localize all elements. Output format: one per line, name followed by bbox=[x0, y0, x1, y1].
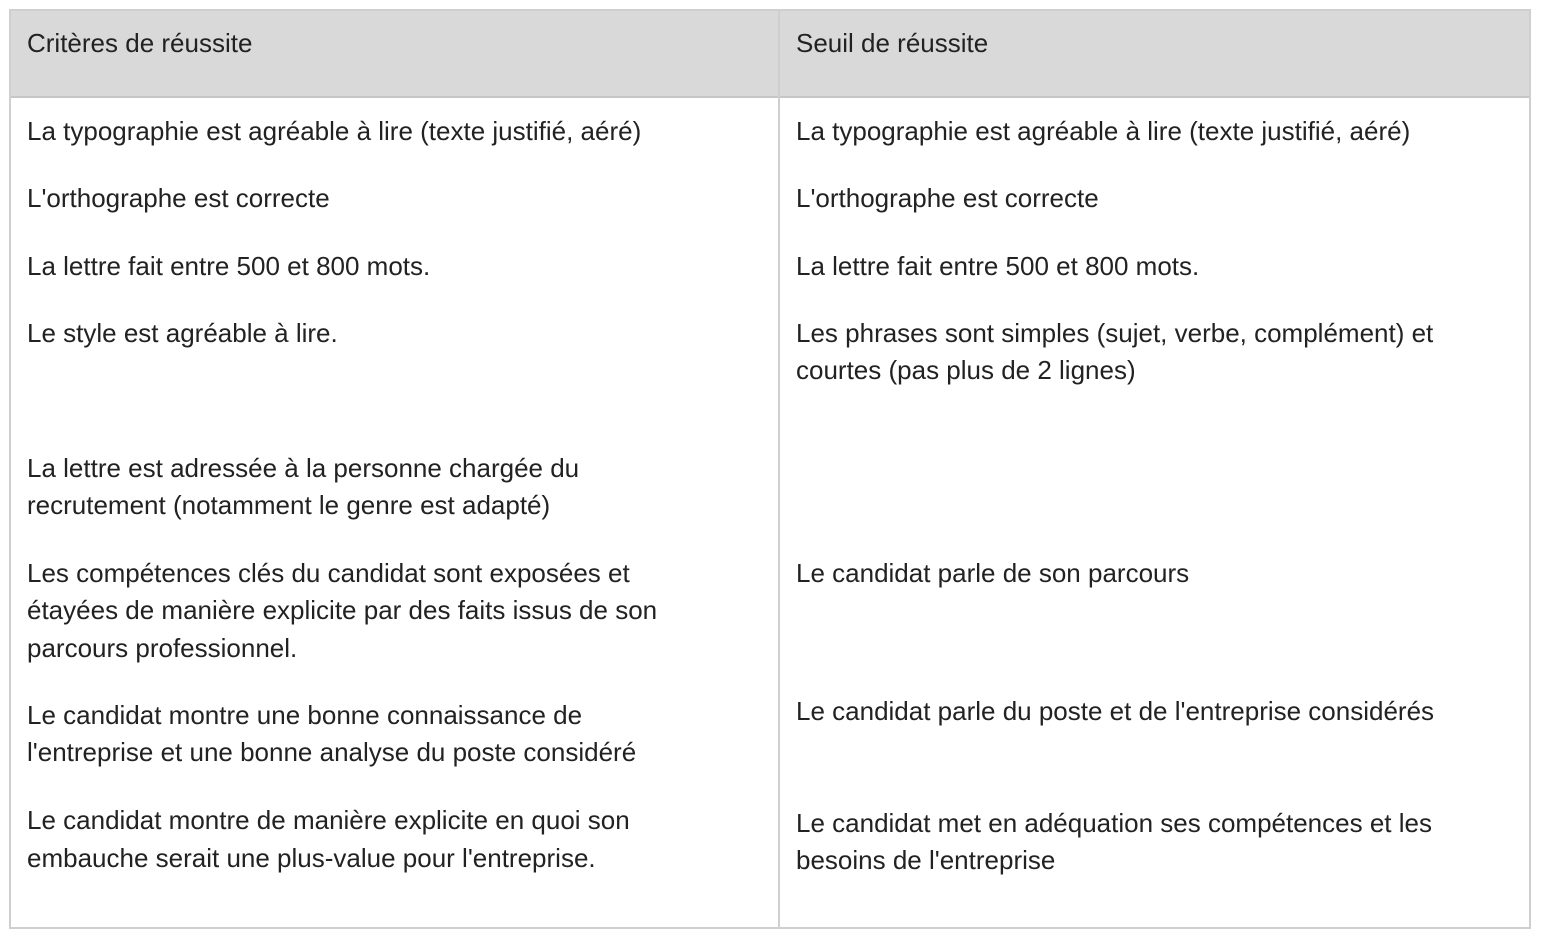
criterion-company-knowledge-line-1: Le candidat montre une bonne connaissance de bbox=[27, 700, 583, 730]
threshold-word-count: La lettre fait entre 500 et 800 mots. bbox=[796, 251, 1200, 281]
criteria-table bbox=[9, 9, 1531, 929]
criterion-addressee-line-1: La lettre est adressée à la personne chargée du bbox=[27, 453, 580, 483]
criterion-typography: La typographie est agréable à lire (texte justifié, aéré) bbox=[27, 116, 642, 146]
threshold-style-line-1: Les phrases sont simples (sujet, verbe, complément) et bbox=[796, 318, 1434, 348]
criterion-style: Le style est agréable à lire. bbox=[27, 318, 338, 348]
threshold-added-value-line-2: besoins de l'entreprise bbox=[796, 845, 1056, 875]
criterion-skills-line-2: étayées de manière explicite par des faits issus de son bbox=[27, 595, 658, 625]
threshold-spelling: L'orthographe est correcte bbox=[796, 183, 1099, 213]
criterion-addressee-line-2: recrutement (notamment le genre est adapté) bbox=[27, 490, 551, 520]
threshold-style-line-2: courtes (pas plus de 2 lignes) bbox=[796, 355, 1136, 385]
header-threshold: Seuil de réussite bbox=[796, 28, 989, 58]
criterion-word-count: La lettre fait entre 500 et 800 mots. bbox=[27, 251, 431, 281]
threshold-skills: Le candidat parle de son parcours bbox=[796, 558, 1190, 588]
threshold-company-knowledge: Le candidat parle du poste et de l'entreprise considérés bbox=[796, 696, 1435, 726]
threshold-typography: La typographie est agréable à lire (texte justifié, aéré) bbox=[796, 116, 1411, 146]
header-criteria: Critères de réussite bbox=[27, 28, 253, 58]
criterion-added-value-line-1: Le candidat montre de manière explicite en quoi son bbox=[27, 805, 630, 835]
criterion-company-knowledge-line-2: l'entreprise et une bonne analyse du poste considéré bbox=[27, 737, 637, 767]
column-divider bbox=[778, 11, 780, 927]
threshold-added-value-line-1: Le candidat met en adéquation ses compétences et les bbox=[796, 808, 1432, 838]
criterion-added-value-line-2: embauche serait une plus-value pour l'entreprise. bbox=[27, 843, 596, 873]
criterion-skills-line-1: Les compétences clés du candidat sont exposées et bbox=[27, 558, 630, 588]
criterion-skills-line-3: parcours professionnel. bbox=[27, 633, 298, 663]
criterion-spelling: L'orthographe est correcte bbox=[27, 183, 330, 213]
